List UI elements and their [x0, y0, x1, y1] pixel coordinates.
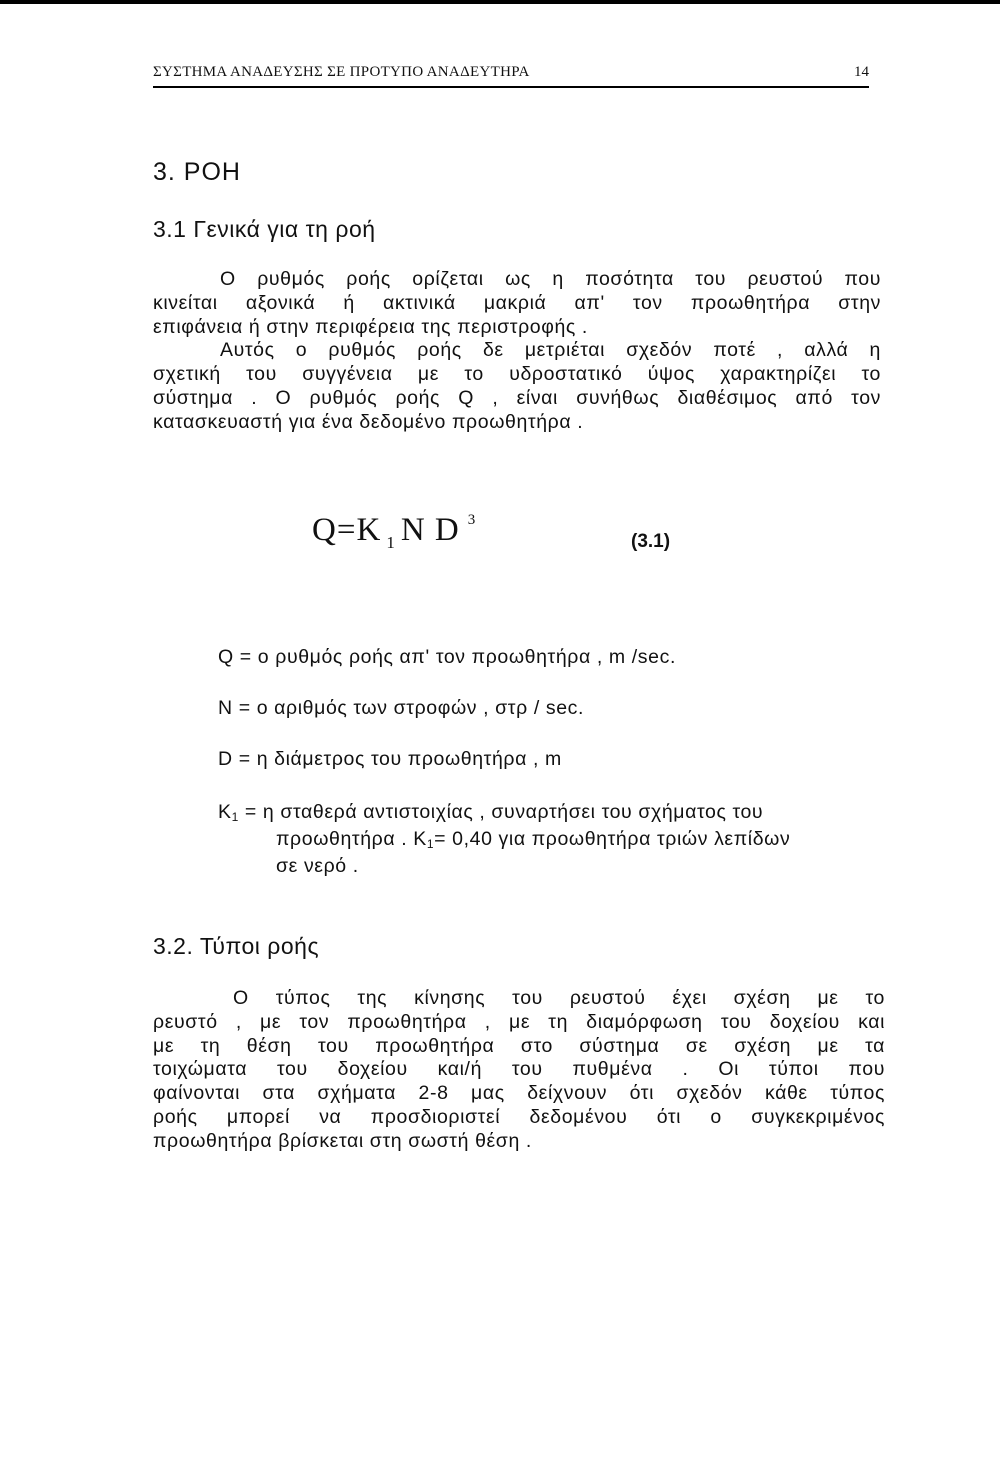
definition-k1-line: σε νερό . — [276, 855, 359, 877]
paragraph-line: Αυτός ο ρυθμός ροής δε μετριέται σχεδόν ποτέ , αλλά η — [220, 339, 881, 362]
paragraph-line: κατασκευαστή για ένα δεδομένο προωθητήρα . — [153, 410, 584, 433]
definition-k1-line — [218, 800, 790, 827]
paragraph-line: με τη θέση του προωθητήρα στο σύστημα σε σχέση με τα — [153, 1034, 885, 1057]
k1-text: προωθητήρα . K — [276, 828, 427, 850]
running-header — [153, 62, 869, 88]
k1-text: = η σταθερά αντιστοιχίας , συναρτήσει του σχήματος του — [238, 801, 764, 823]
formula-k-subscript: 1 — [386, 533, 396, 552]
paragraph-line: προωθητήρα βρίσκεται στη σωστή θέση . — [153, 1129, 532, 1152]
paragraph-line: ρευστό , με τον προωθητήρα , με τη διαμόρφωση του δοχείου και — [153, 1010, 885, 1033]
definition-d: D = η διάμετρος του προωθητήρα , m — [218, 748, 562, 770]
paragraph-line: Ο ρυθμός ροής ορίζεται ως η ποσότητα του ρευστού που — [220, 268, 881, 290]
section-3-2-paragraph — [153, 987, 885, 1154]
definition-k1-line — [218, 827, 790, 854]
formula-d-exponent: 3 — [467, 512, 477, 528]
header-title: ΣΥΣΤΗΜΑ ΑΝΑΔΕΥΣΗΣ ΣΕ ΠΡΟΤΥΠΟ ΑΝΑΔΕΥΤΗΡΑ — [153, 64, 530, 80]
paragraph-line: φαίνονται στα σχήματα 2-8 μας δείχνουν ότι σχεδόν κάθε τύπος — [153, 1082, 885, 1105]
definition-n: N = ο αριθμός των στροφών , στρ / sec. — [218, 697, 585, 719]
equation-number: (3.1) — [631, 531, 671, 552]
definition-k1 — [218, 800, 790, 879]
scan-top-edge — [0, 0, 1000, 4]
definition-q: Q = ο ρυθμός ροής απ' τον προωθητήρα , m /sec. — [218, 646, 676, 668]
k1-symbol: K — [218, 801, 232, 823]
k1-subscript: 1 — [426, 837, 435, 851]
section-title-3-2: 3.2. Τύποι ροής — [153, 933, 320, 959]
section-title-3-1: 3.1 Γενικά για τη ροή — [153, 216, 376, 242]
formula-d: D — [434, 512, 460, 548]
k1-subscript: 1 — [231, 810, 239, 824]
paragraph-line: σχετική του συγγένεια με το υδροστατικό ύψος χαρακτηρίζει το — [153, 363, 881, 386]
paragraph-line: κινείται αξονικά ή ακτινικά μακριά απ' τον προωθητήρα στην — [153, 291, 881, 314]
section-3-1-paragraph — [153, 268, 881, 435]
formula-k: K — [356, 512, 382, 548]
k1-text: = 0,40 για προωθητήρα τριών λεπίδων — [434, 828, 791, 850]
formula-3-1 — [312, 512, 477, 552]
chapter-title: 3. ΡΟΗ — [153, 158, 241, 186]
paragraph-line: επιφάνεια ή στην περιφέρεια της περιστροφής . — [153, 315, 588, 338]
paragraph-line: Ο τύπος της κίνησης του ρευστού έχει σχέση με το — [233, 987, 885, 1009]
paragraph-line: ροής μπορεί να προσδιοριστεί δεδομένου ότι ο συγκεκριμένος — [153, 1105, 885, 1128]
formula-lhs: Q — [312, 512, 337, 548]
paragraph-line: σύστημα . Ο ρυθμός ροής Q , είναι συνήθως διαθέσιμος από τον — [153, 386, 881, 409]
paragraph-line: τοιχώματα του δοχείου και/ή του πυθμένα . Οι τύποι που — [153, 1058, 885, 1081]
page-number: 14 — [854, 64, 869, 80]
formula-n: N — [400, 512, 426, 548]
formula-equals: = — [336, 512, 357, 548]
